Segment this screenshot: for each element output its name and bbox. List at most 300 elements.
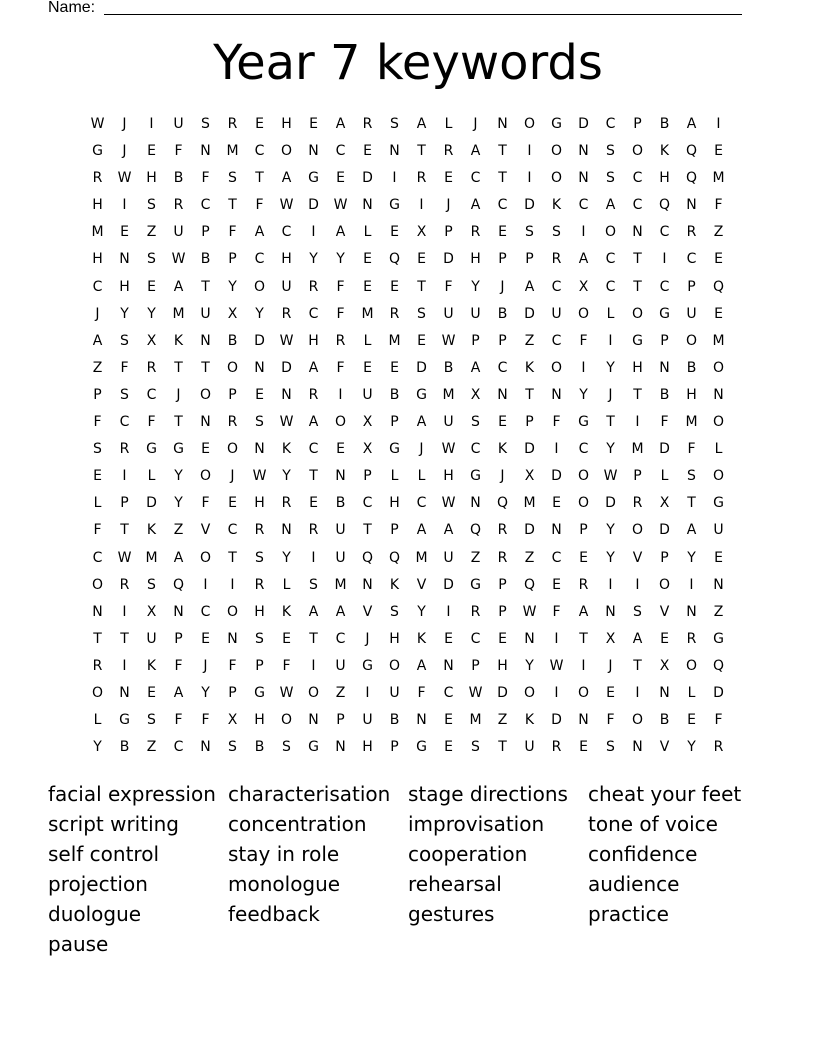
grid-letter: U	[281, 278, 292, 295]
grid-letter: R	[227, 414, 238, 431]
grid-letter: G	[308, 739, 319, 756]
letter-grid	[84, 111, 744, 761]
grid-letter: F	[174, 143, 183, 160]
grid-letter: Y	[147, 305, 156, 322]
grid-letter: L	[444, 116, 453, 132]
grid-letter: C	[686, 251, 697, 268]
grid-letter: D	[416, 359, 427, 376]
grid-letter: R	[686, 630, 697, 647]
grid-letter: C	[551, 278, 562, 295]
page-title: Year 7 keywords	[213, 35, 603, 91]
grid-letter: O	[199, 386, 212, 403]
grid-letter: C	[605, 251, 616, 268]
grid-letter: F	[255, 197, 264, 214]
grid-letter: N	[713, 576, 724, 593]
grid-letter: R	[443, 143, 454, 160]
grid-letter: C	[254, 143, 265, 160]
grid-letter: O	[91, 576, 104, 593]
grid-letter: S	[309, 576, 318, 593]
grid-letter: E	[714, 549, 723, 566]
grid-letter: N	[335, 468, 346, 485]
grid-letter: S	[255, 414, 264, 431]
grid-letter: H	[281, 251, 292, 268]
grid-letter: U	[389, 684, 400, 701]
grid-letter: E	[120, 224, 129, 241]
grid-letter: O	[577, 305, 590, 322]
grid-letter: N	[443, 657, 454, 674]
grid-letter: H	[254, 603, 265, 620]
grid-letter: H	[146, 170, 157, 187]
grid-letter: F	[228, 224, 237, 241]
name-underline[interactable]	[104, 14, 742, 15]
grid-letter: B	[389, 712, 400, 729]
grid-letter: Z	[524, 332, 535, 349]
grid-letter: A	[335, 116, 346, 132]
grid-letter: N	[686, 197, 697, 214]
grid-letter: P	[174, 630, 183, 647]
grid-letter: T	[579, 630, 588, 647]
grid-letter: Y	[282, 468, 291, 485]
grid-letter: D	[308, 197, 319, 214]
grid-letter: O	[577, 468, 590, 485]
grid-letter: J	[500, 468, 505, 485]
grid-letter: E	[444, 739, 453, 756]
grid-letter: A	[686, 116, 697, 132]
grid-letter: F	[606, 712, 615, 729]
grid-letter: D	[713, 684, 724, 701]
grid-letter: I	[203, 576, 208, 593]
grid-letter: J	[203, 657, 208, 674]
word-bank-item: concentration	[228, 812, 367, 836]
grid-letter: H	[659, 170, 670, 187]
grid-letter: W	[549, 657, 564, 674]
grid-letter: E	[147, 278, 156, 295]
grid-letter: O	[685, 657, 698, 674]
grid-letter: X	[605, 630, 616, 647]
grid-letter: C	[200, 603, 211, 620]
grid-letter: U	[362, 386, 373, 403]
grid-letter: K	[146, 657, 157, 674]
grid-letter: E	[390, 224, 399, 241]
grid-letter: H	[497, 657, 508, 674]
grid-letter: H	[254, 712, 265, 729]
grid-letter: A	[470, 197, 481, 214]
grid-letter: W	[441, 441, 456, 458]
grid-letter: T	[633, 657, 642, 674]
grid-letter: N	[119, 251, 130, 268]
grid-letter: C	[659, 224, 670, 241]
word-bank-item: projection	[48, 872, 148, 896]
grid-letter: A	[443, 522, 454, 539]
grid-letter: H	[281, 116, 292, 132]
grid-letter: T	[498, 739, 507, 756]
grid-letter: R	[551, 739, 562, 756]
grid-letter: S	[147, 197, 156, 214]
grid-letter: D	[146, 495, 157, 512]
word-bank-item: facial expression	[48, 782, 216, 806]
grid-letter: E	[498, 630, 507, 647]
grid-letter: T	[120, 630, 129, 647]
grid-letter: N	[659, 684, 670, 701]
grid-letter: E	[363, 251, 372, 268]
grid-letter: N	[686, 603, 697, 620]
grid-letter: W	[441, 495, 456, 512]
grid-letter: U	[524, 739, 535, 756]
grid-letter: T	[174, 414, 183, 431]
grid-letter: I	[392, 170, 397, 187]
grid-letter: N	[227, 630, 238, 647]
grid-letter: L	[606, 305, 615, 322]
grid-letter: B	[659, 386, 670, 403]
grid-letter: E	[363, 359, 372, 376]
grid-letter: O	[550, 143, 563, 160]
grid-letter: F	[660, 414, 669, 431]
grid-letter: N	[362, 576, 373, 593]
grid-letter: R	[254, 522, 265, 539]
word-bank-item: duologue	[48, 902, 142, 926]
grid-letter: V	[659, 739, 670, 756]
grid-letter: P	[363, 468, 372, 485]
grid-letter: E	[255, 386, 264, 403]
grid-letter: C	[281, 224, 292, 241]
word-bank-item: characterisation	[228, 782, 391, 806]
grid-letter: N	[578, 170, 589, 187]
grid-letter: D	[551, 712, 562, 729]
grid-letter: T	[417, 278, 426, 295]
grid-letter: Y	[174, 495, 183, 512]
grid-letter: F	[714, 197, 723, 214]
grid-letter: W	[279, 414, 294, 431]
grid-letter: B	[389, 386, 400, 403]
grid-letter: E	[309, 116, 318, 132]
grid-letter: F	[174, 712, 183, 729]
grid-letter: R	[632, 495, 643, 512]
grid-letter: H	[362, 739, 373, 756]
grid-letter: J	[176, 386, 181, 403]
grid-letter: C	[632, 197, 643, 214]
grid-letter: S	[255, 549, 264, 566]
grid-letter: P	[471, 657, 480, 674]
grid-letter: E	[606, 684, 615, 701]
grid-letter: Y	[525, 657, 534, 674]
grid-letter: Z	[146, 739, 157, 756]
grid-letter: P	[390, 522, 399, 539]
grid-letter: Y	[174, 468, 183, 485]
grid-letter: I	[581, 359, 586, 376]
grid-letter: I	[527, 170, 532, 187]
grid-letter: G	[362, 657, 373, 674]
grid-letter: Y	[228, 278, 237, 295]
grid-letter: E	[282, 630, 291, 647]
grid-letter: H	[443, 468, 454, 485]
grid-letter: S	[255, 630, 264, 647]
grid-letter: B	[497, 305, 508, 322]
grid-letter: S	[606, 170, 615, 187]
grid-letter: Z	[713, 224, 724, 241]
grid-letter: T	[228, 197, 237, 214]
grid-letter: R	[551, 251, 562, 268]
grid-letter: G	[254, 684, 265, 701]
grid-letter: M	[631, 441, 644, 458]
grid-letter: U	[335, 522, 346, 539]
grid-letter: E	[498, 224, 507, 241]
word-bank-item: pause	[48, 932, 109, 956]
grid-letter: E	[417, 332, 426, 349]
grid-letter: N	[605, 603, 616, 620]
grid-letter: M	[469, 712, 482, 729]
grid-letter: O	[658, 576, 671, 593]
grid-letter: I	[311, 549, 316, 566]
grid-letter: F	[93, 522, 102, 539]
grid-letter: T	[309, 630, 318, 647]
grid-letter: C	[146, 386, 157, 403]
grid-letter: P	[687, 278, 696, 295]
grid-letter: Q	[388, 251, 401, 268]
grid-letter: X	[578, 278, 589, 295]
grid-letter: R	[416, 170, 427, 187]
grid-letter: T	[174, 359, 183, 376]
grid-letter: X	[146, 332, 157, 349]
grid-letter: H	[632, 359, 643, 376]
grid-letter: G	[632, 332, 643, 349]
grid-letter: S	[606, 739, 615, 756]
grid-letter: V	[200, 522, 211, 539]
grid-letter: K	[281, 603, 292, 620]
grid-letter: N	[92, 603, 103, 620]
grid-letter: U	[335, 657, 346, 674]
grid-letter: I	[122, 468, 127, 485]
grid-letter: P	[633, 116, 642, 132]
grid-letter: R	[227, 116, 238, 132]
grid-letter: G	[578, 414, 589, 431]
grid-letter: R	[146, 359, 157, 376]
grid-letter: A	[416, 116, 427, 132]
grid-letter: M	[145, 549, 158, 566]
grid-letter: C	[578, 197, 589, 214]
grid-letter: P	[498, 576, 507, 593]
grid-letter: I	[608, 576, 613, 593]
grid-letter: S	[633, 603, 642, 620]
grid-letter: A	[173, 278, 184, 295]
grid-letter: W	[252, 468, 267, 485]
grid-letter: O	[226, 441, 239, 458]
grid-letter: Q	[469, 522, 482, 539]
grid-letter: X	[470, 386, 481, 403]
word-bank-item: gestures	[408, 902, 495, 926]
grid-letter: O	[199, 549, 212, 566]
grid-letter: P	[93, 386, 102, 403]
grid-letter: X	[227, 712, 238, 729]
grid-letter: N	[389, 143, 400, 160]
grid-letter: S	[147, 576, 156, 593]
grid-letter: E	[444, 170, 453, 187]
grid-letter: D	[443, 251, 454, 268]
grid-letter: O	[685, 332, 698, 349]
grid-letter: S	[606, 143, 615, 160]
grid-letter: U	[443, 414, 454, 431]
grid-letter: Q	[496, 495, 509, 512]
grid-letter: J	[419, 441, 424, 458]
grid-letter: I	[122, 657, 127, 674]
grid-letter: C	[416, 495, 427, 512]
grid-letter: Y	[201, 684, 210, 701]
grid-letter: F	[282, 657, 291, 674]
grid-letter: R	[173, 197, 184, 214]
grid-letter: P	[390, 414, 399, 431]
grid-letter: N	[119, 684, 130, 701]
grid-letter: I	[527, 143, 532, 160]
grid-letter: R	[281, 305, 292, 322]
grid-letter: G	[551, 116, 562, 132]
grid-letter: Z	[92, 359, 103, 376]
grid-letter: R	[362, 116, 373, 132]
grid-letter: I	[554, 441, 559, 458]
word-bank-item: confidence	[588, 842, 698, 866]
grid-letter: B	[173, 170, 184, 187]
grid-letter: Y	[471, 278, 480, 295]
grid-letter: T	[309, 468, 318, 485]
grid-letter: J	[608, 657, 613, 674]
name-field[interactable]	[48, 0, 742, 18]
grid-letter: O	[226, 359, 239, 376]
grid-letter: T	[93, 630, 102, 647]
grid-letter: W	[441, 332, 456, 349]
grid-letter: M	[172, 305, 185, 322]
grid-letter: E	[552, 576, 561, 593]
grid-letter: J	[230, 468, 235, 485]
grid-letter: H	[470, 251, 481, 268]
grid-letter: P	[255, 657, 264, 674]
grid-letter: A	[686, 522, 697, 539]
grid-letter: W	[279, 332, 294, 349]
grid-letter: A	[254, 224, 265, 241]
grid-letter: C	[470, 170, 481, 187]
word-bank-item: stage directions	[408, 782, 568, 806]
grid-letter: J	[122, 116, 127, 132]
grid-letter: M	[91, 224, 104, 241]
grid-letter: O	[226, 603, 239, 620]
grid-letter: D	[497, 684, 508, 701]
grid-letter: M	[388, 332, 401, 349]
grid-letter: T	[120, 522, 129, 539]
grid-letter: I	[662, 251, 667, 268]
grid-letter: O	[280, 712, 293, 729]
grid-letter: Q	[712, 278, 725, 295]
grid-letter: W	[603, 468, 618, 485]
grid-letter: M	[334, 576, 347, 593]
grid-letter: N	[362, 197, 373, 214]
grid-letter: Z	[713, 603, 724, 620]
grid-letter: R	[470, 603, 481, 620]
word-bank-item: audience	[588, 872, 680, 896]
grid-letter: B	[254, 739, 265, 756]
grid-letter: E	[444, 630, 453, 647]
grid-letter: N	[308, 143, 319, 160]
grid-letter: Z	[173, 522, 184, 539]
grid-letter: M	[685, 414, 698, 431]
grid-letter: O	[307, 684, 320, 701]
grid-letter: S	[120, 332, 129, 349]
grid-letter: E	[147, 684, 156, 701]
grid-letter: J	[446, 197, 451, 214]
grid-letter: S	[93, 441, 102, 458]
grid-letter: B	[659, 116, 670, 132]
grid-letter: Y	[417, 603, 426, 620]
grid-letter: J	[608, 386, 613, 403]
grid-letter: O	[550, 170, 563, 187]
grid-letter: G	[389, 197, 400, 214]
grid-letter: P	[525, 251, 534, 268]
grid-letter: U	[173, 116, 184, 132]
grid-letter: P	[471, 332, 480, 349]
grid-letter: Q	[388, 549, 401, 566]
grid-letter: S	[147, 251, 156, 268]
grid-letter: C	[497, 197, 508, 214]
grid-letter: Y	[579, 386, 588, 403]
grid-letter: H	[389, 630, 400, 647]
grid-letter: K	[659, 143, 670, 160]
grid-letter: F	[336, 278, 345, 295]
grid-letter: T	[525, 386, 534, 403]
grid-letter: I	[311, 224, 316, 241]
grid-letter: L	[363, 224, 372, 241]
grid-letter: C	[335, 630, 346, 647]
grid-letter: Q	[685, 143, 698, 160]
grid-letter: V	[362, 603, 373, 620]
grid-letter: P	[120, 495, 129, 512]
grid-letter: A	[173, 684, 184, 701]
grid-letter: Y	[282, 549, 291, 566]
grid-letter: D	[443, 576, 454, 593]
grid-letter: A	[416, 414, 427, 431]
grid-letter: P	[660, 549, 669, 566]
grid-letter: A	[92, 332, 103, 349]
grid-letter: F	[93, 414, 102, 431]
grid-letter: B	[659, 712, 670, 729]
grid-letter: D	[362, 170, 373, 187]
grid-letter: G	[389, 441, 400, 458]
grid-letter: E	[147, 143, 156, 160]
grid-letter: S	[228, 739, 237, 756]
grid-letter: Y	[687, 739, 696, 756]
grid-letter: F	[336, 359, 345, 376]
grid-letter: R	[119, 576, 130, 593]
grid-letter: I	[122, 603, 127, 620]
grid-letter: C	[659, 278, 670, 295]
grid-letter: C	[173, 739, 184, 756]
grid-letter: B	[335, 495, 346, 512]
grid-letter: K	[551, 197, 562, 214]
grid-letter: D	[524, 197, 535, 214]
grid-letter: G	[416, 739, 427, 756]
grid-letter: C	[551, 549, 562, 566]
grid-letter: W	[333, 197, 348, 214]
grid-letter: L	[417, 468, 426, 485]
grid-letter: S	[228, 170, 237, 187]
grid-letter: R	[308, 522, 319, 539]
grid-letter: U	[551, 305, 562, 322]
word-bank-item: tone of voice	[588, 812, 718, 836]
grid-letter: Q	[172, 576, 185, 593]
word-bank-item: rehearsal	[408, 872, 502, 896]
grid-letter: R	[308, 278, 319, 295]
grid-letter: I	[635, 576, 640, 593]
grid-letter: C	[605, 116, 616, 132]
grid-letter: I	[311, 657, 316, 674]
grid-letter: I	[635, 414, 640, 431]
grid-letter: U	[335, 549, 346, 566]
grid-letter: A	[173, 549, 184, 566]
